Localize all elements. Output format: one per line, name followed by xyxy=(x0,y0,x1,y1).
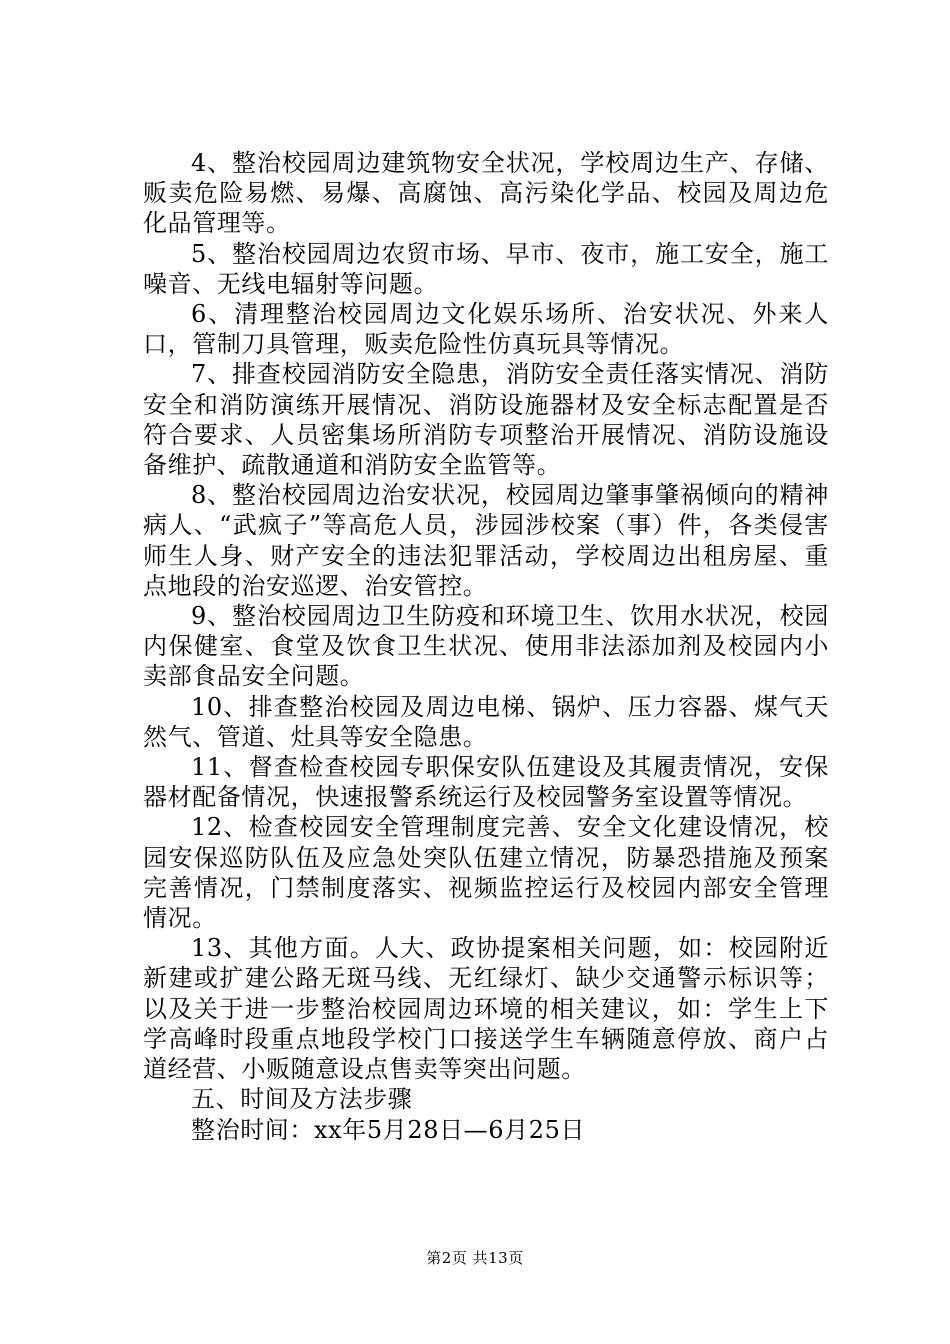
paragraph-item-8: 8、整治校园周边治安状况，校园周边肇事肇祸倾向的精神病人、“武疯子”等高危人员，涉园涉校案（事）件，各类侵害师生人身、财产安全的违法犯罪活动，学校周边出租房屋、重点地段的治安巡逻、治安管控。 xyxy=(143,481,829,600)
paragraph-item-9: 9、整治校园周边卫生防疫和环境卫生、饮用水状况，校园内保健室、食堂及饮食卫生状况、使用非法添加剂及校园内小卖部食品安全问题。 xyxy=(143,602,829,691)
paragraph-item-5: 5、整治校园周边农贸市场、早市、夜市，施工安全，施工噪音、无线电辐射等问题。 xyxy=(143,239,829,298)
paragraph-item-12: 12、检查校园安全管理制度完善、安全文化建设情况，校园安保巡防队伍及应急处突队伍建立情况，防暴恐措施及预案完善情况，门禁制度落实、视频监控运行及校园内部安全管理情况。 xyxy=(143,813,829,933)
document-body xyxy=(143,148,829,1145)
paragraph-item-10: 10、排查整治校园及周边电梯、锅炉、压力容器、煤气天然气、管道、灶具等安全隐患。 xyxy=(143,692,829,751)
paragraph-item-6: 6、清理整治校园周边文化娱乐场所、治安状况、外来人口，管制刀具管理，贩卖危险性仿真玩具等情况。 xyxy=(143,300,829,359)
section-heading: 五、时间及方法步骤 xyxy=(191,1085,413,1114)
page-number-footer: 第2页 共13页 xyxy=(426,1249,524,1267)
schedule-line: 整治时间：xx年5月28日—6月25日 xyxy=(191,1115,586,1144)
paragraph-item-11: 11、督查检查校园专职保安队伍建设及其履责情况，安保器材配备情况，快速报警系统运行及校园警务室设置等情况。 xyxy=(143,753,829,812)
paragraph-item-7: 7、排查校园消防安全隐患，消防安全责任落实情况、消防安全和消防演练开展情况、消防设施器材及安全标志配置是否符合要求、人员密集场所消防专项整治开展情况、消防设施设备维护、疏散通道和消防安全监管等。 xyxy=(143,360,829,480)
paragraph-item-4: 4、整治校园周边建筑物安全状况，学校周边生产、存储、贩卖危险易燃、易爆、高腐蚀、高污染化学品、校园及周边危化品管理等。 xyxy=(143,149,829,238)
paragraph-item-13: 13、其他方面。人大、政协提案相关问题，如：校园附近新建或扩建公路无斑马线、无红绿灯、缺少交通警示标识等；以及关于进一步整治校园周边环境的相关建议，如：学生上下学高峰时段重点地段学校门口接送学生车辆随意停放、商户占道经营、小贩随意设点售卖等突出问题。 xyxy=(143,934,829,1084)
